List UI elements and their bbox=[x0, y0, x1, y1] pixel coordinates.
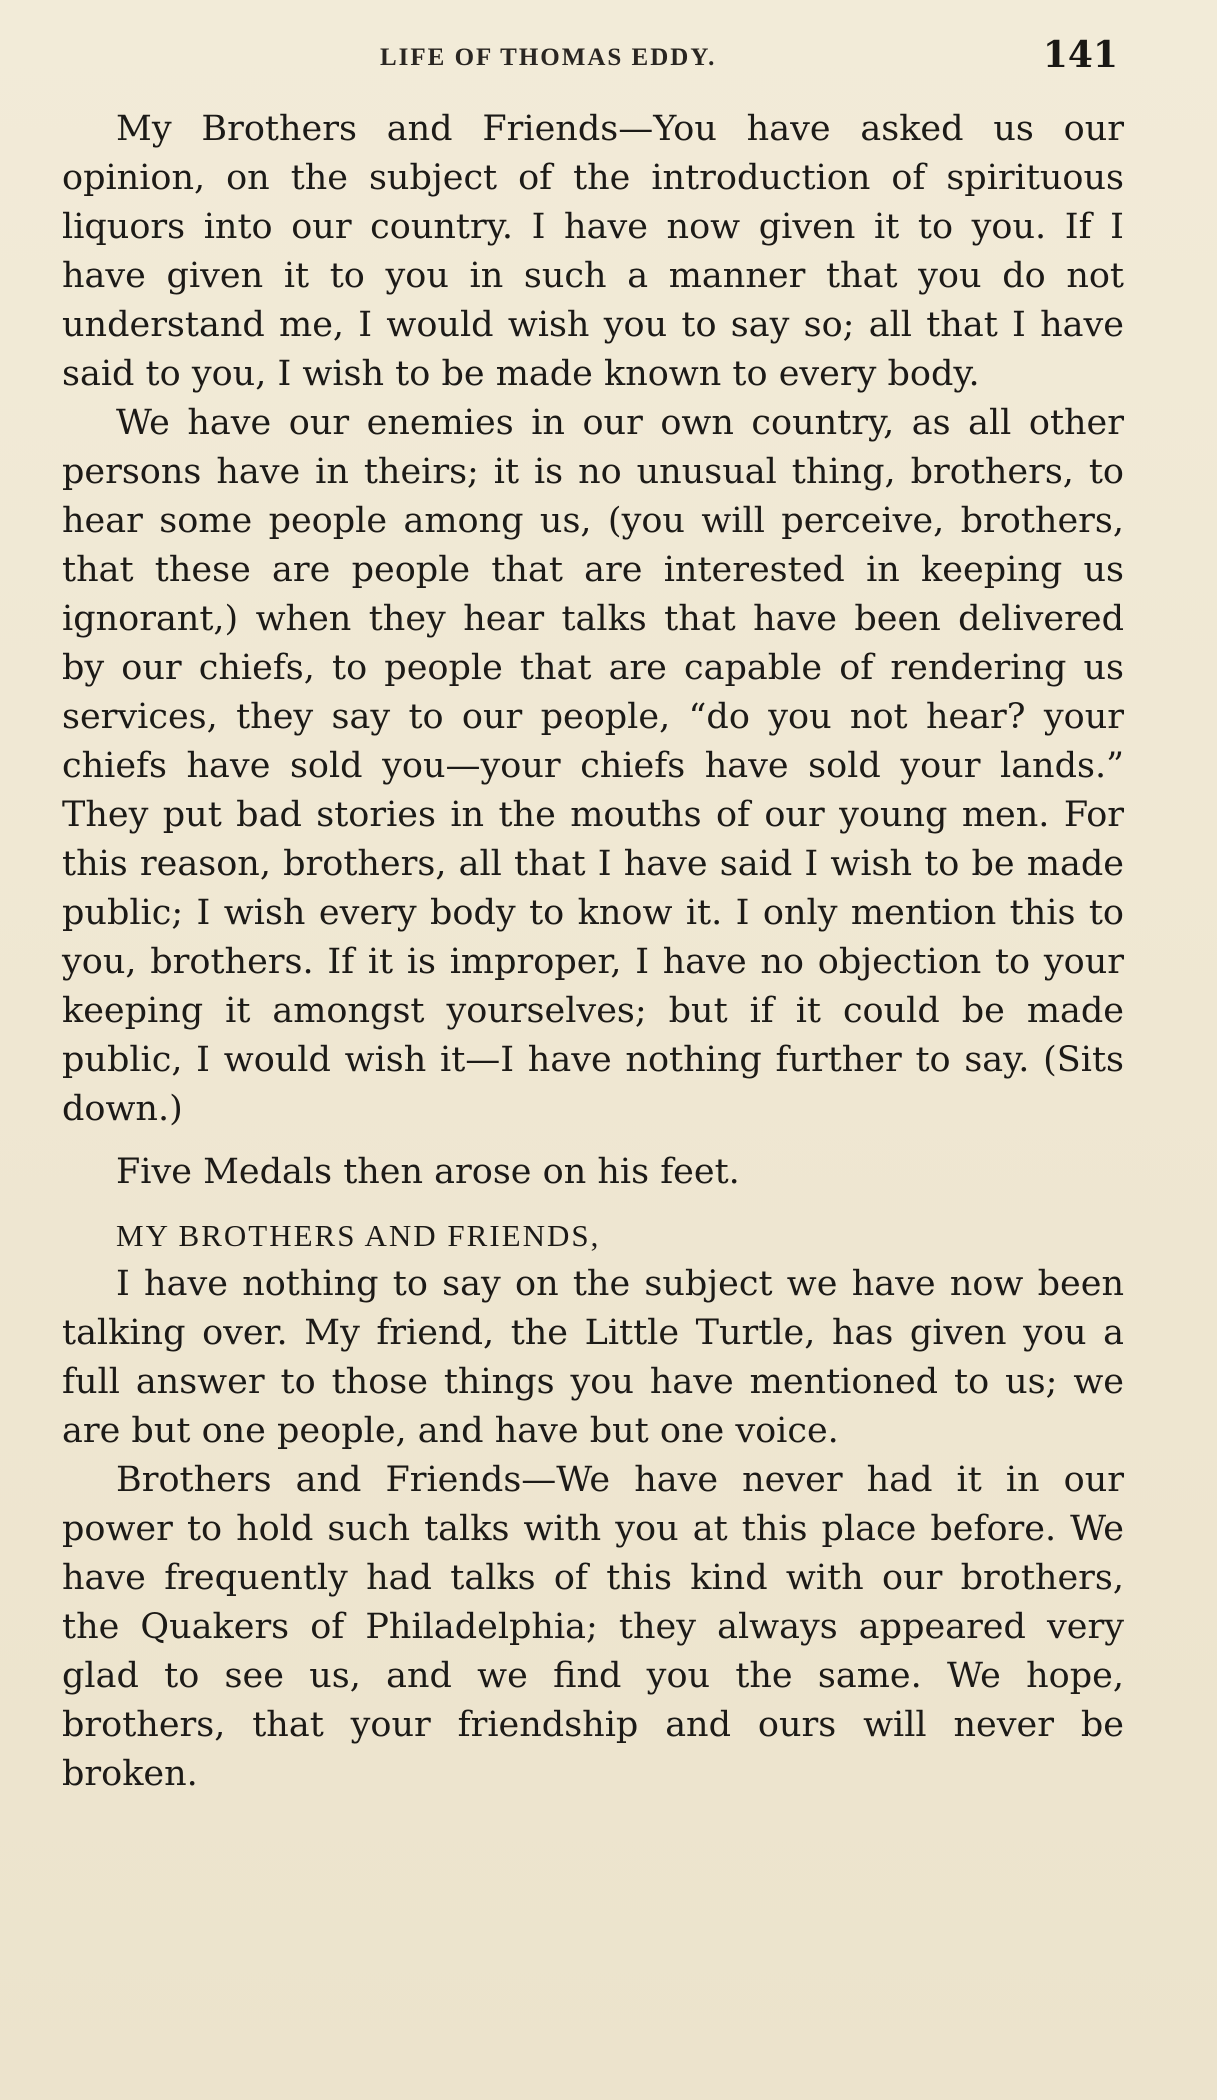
running-title: LIFE OF THOMAS EDDY. bbox=[380, 44, 717, 71]
paragraph-enemies: We have our enemies in our own country, as all other persons have in theirs; it is no unusual thing, brothers, to hear some people among us, (you will perceive, brothers, that these are people that are interested in keeping us ignorant,) when they hear talks that have been delivered by our chiefs, to people that are capable of rendering us services, they say to our people, “do you not hear? your chiefs have sold you—your chiefs have sold your lands.” They put bad stories in the mouths of our young men. For this reason, brothers, all that I have said I wish to be made public; I wish every body to know it. I only mention this to you, brothers. If it is improper, I have no objection to your keeping it amongst yourselves; but if it could be made public, I would wish it—I have nothing further to say. (Sits down.) bbox=[62, 403, 1124, 1129]
paragraph-nothing-to-say: I have nothing to say on the subject we have now been talking over. My friend, the Little Turtle, has given you a full answer to those things you have mentioned to us; we are but one people, and have but one voice. bbox=[62, 1264, 1124, 1451]
paragraph-five-medals: Five Medals then arose on his feet. bbox=[116, 1152, 740, 1192]
paragraph-gap bbox=[62, 1197, 1124, 1211]
paragraph-gap bbox=[62, 1134, 1124, 1148]
body-text bbox=[62, 105, 1124, 1799]
paragraph-opinion: My Brothers and Friends—You have asked us our opinion, on the subject of the introduction of spirituous liquors into our country. I have now given it to you. If I have given it to you in such a manner that you do not understand me, I would wish you to say so; all that I have said to you, I wish to be made known to every body. bbox=[62, 109, 1124, 394]
salutation: MY BROTHERS AND FRIENDS, bbox=[116, 1218, 601, 1253]
paragraph-never-broken: Brothers and Friends—We have never had it in our power to hold such talks with you at this place before. We have frequently had talks of this kind with our brothers, the Quakers of Philadelphia; they always appeared very glad to see us, and we find you the same. We hope, brothers, that your friendship and ours will never be broken. bbox=[62, 1460, 1124, 1794]
page-number: 141 bbox=[1042, 34, 1118, 76]
running-head bbox=[60, 34, 1120, 74]
